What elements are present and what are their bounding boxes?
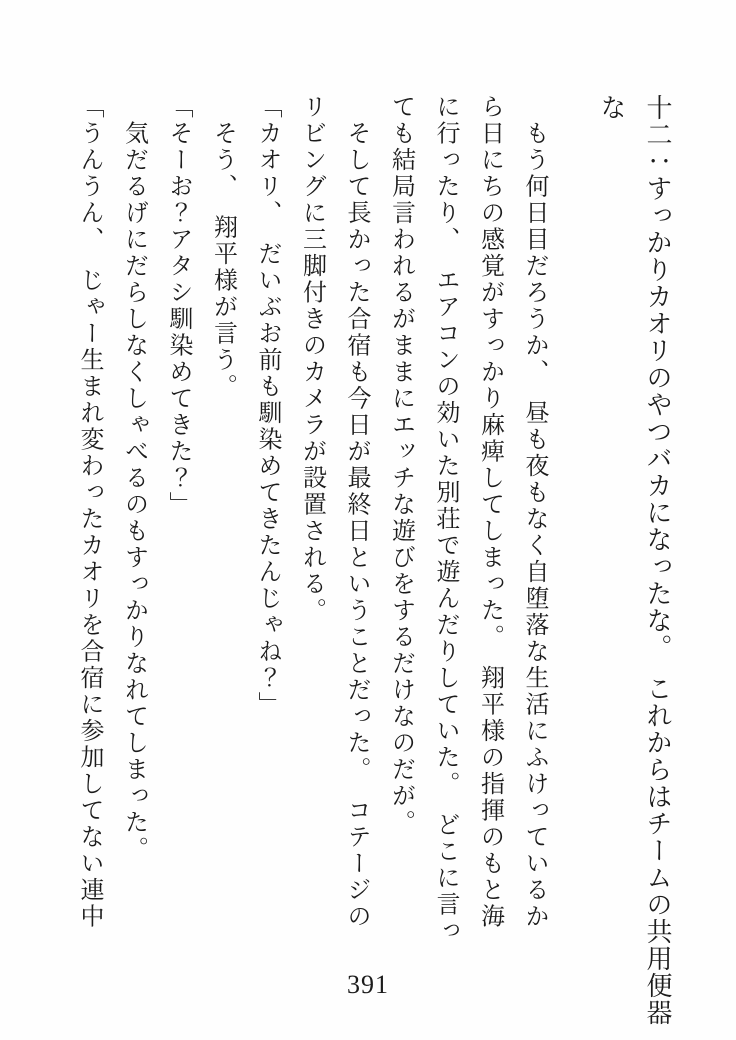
body-text-line: 「カオリ、 だいぶお前も馴染めてきたんじゃね？」 [254,94,280,718]
body-text-line: そして長かった合宿も今日が最終日ということだった。 コテージの [343,94,369,930]
page-number: 391 [347,970,389,999]
body-text-line: 「そーお？アタシ馴染めてきた？」 [165,94,191,518]
body-text-line: そう、 翔平様が言う。 [209,94,236,400]
chapter-title-line: 十二：すっかりカオリのやつバカになったな。 これからはチームの共用便器 [643,94,672,1026]
body-text-line: 「うんうん、 じゃー生まれ変わったカオリを合宿に参加してない連中 [76,94,102,930]
chapter-title-line-continuation: な [597,94,626,121]
body-text-line: ら日にちの感覚がすっかり麻痺してしまった。 翔平様の指揮のもと海 [476,94,503,930]
body-text-line: 気だるげにだらしなくしゃべるのもすっかりなれてしまった。 [120,94,147,863]
body-text-line: もう何日目だろうか、 昼も夜もなく自堕落な生活にふけっているか [521,94,547,930]
body-text-line: に行ったり、 エアコンの効いた別荘で遊んだりしていた。 どこに言っ [432,94,458,945]
body-text-line: ても結局言われるがままにエッチな遊びをするだけなのだが。 [387,94,414,836]
body-text-line: リビングに三脚付きのカメラが設置される。 [298,94,325,624]
